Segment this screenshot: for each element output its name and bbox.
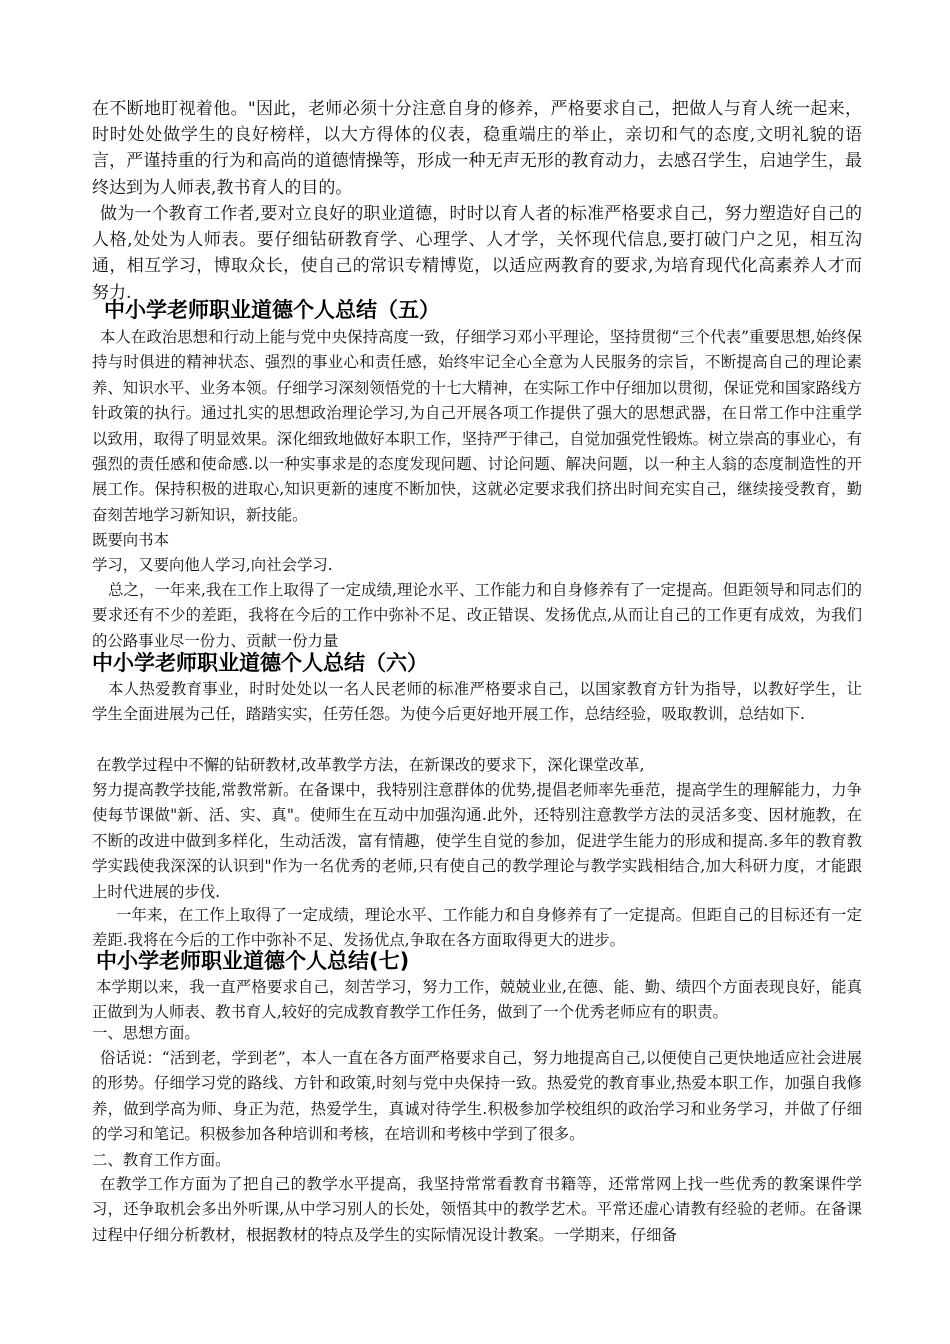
section6-paragraph-3: 努力提高教学技能,常教常新。在备课中，我特别注意群体的优势,提倡老师率先垂范，提高学生的理解能力，力争使每节课做"新、活、实、真"。使师生在互动中加强沟通.此外，还特别注意教学方法的灵活多变、因材施教，在不断的改进中做到多样化，生动活泼，富有情趣，使学生自觉的参加，促进学生能力的形成和提高.多年的教育教学实践使我深深的认识到"作为一名优秀的老师,只有使自己的教学理论与教学实践相结合,加大科研力度，才能跟上时代进展的步伐.: [92, 781, 862, 901]
section7-paragraph-3: 在教学工作方面为了把自己的教学水平提高，我坚持常常看教育书籍等，还常常网上找一些优秀的教案课件学习，还争取机会多出外听课,从中学习别人的长处，领悟其中的教学艺术。平常还虚心请教有经验的老师。在备课过程中仔细分析教材，根据教材的特点及学生的实际情况设计教案。一学期来，仔细备: [92, 1175, 862, 1244]
section6-paragraph-1: 本人热爱教育事业，时时处处以一名人民老师的标准严格要求自己，以国家教育方针为指导，以教好学生，让学生全面进展为己任，踏踏实实，任劳任怨。为使今后更好地开展工作，总结经验，吸取教训，总结如下.: [92, 680, 862, 724]
section5-paragraph-1-tail: 既要向书本: [92, 531, 169, 549]
section6-paragraph-2: 在教学过程中不懈的钻研教材,改革教学方法，在新课改的要求下，深化课堂改革,: [96, 756, 645, 774]
section5-paragraph-1: 本人在政治思想和行动上能与党中央保持高度一致，仔细学习邓小平理论，坚持贯彻“三个代表”重要思想,始终保持与时俱进的精神状态、强烈的事业心和责任感，始终牢记全心全意为人民服务的宗旨，不断提高自己的理论素养、知识水平、业务本领。仔细学习深刻领悟党的十七大精神，在实际工作中仔细加以贯彻，保证党和国家路线方针政策的执行。通过扎实的思想政治理论学习,为自己开展各项工作提供了强大的思想武器，在日常工作中注重学以致用，取得了明显效果。深化细致地做好本职工作，坚持严于律己，自觉加强党性锻炼。树立崇高的事业心，有强烈的责任感和使命感.以一种实事求是的态度发现问题、讨论问题、解决问题，以一种主人翁的态度制造性的开展工作。保持积极的进取心,知识更新的速度不断加快，这就必定要求我们挤出时间充实自己，继续接受教育，勤奋刻苦地学习新知识，新技能。: [92, 328, 862, 524]
section-heading-7: 中小学老师职业道德个人总结(七): [96, 949, 410, 973]
section7-paragraph-2: 俗话说：“活到老，学到老”，本人一直在各方面严格要求自己，努力地提高自己,以便使自己更快地适应社会进展的形势。仔细学习党的路线、方针和政策,时刻与党中央保持一致。热爱党的教育事业,热爱本职工作，加强自我修养，做到学高为师、身正为范，热爱学生，真诚对待学生.积极参加学校组织的政治学习和业务学习，并做了仔细的学习和笔记。积极参加各种培训和考核，在培训和考核中学到了很多。: [92, 1049, 862, 1144]
section5-paragraph-2: 学习，又要向他人学习,向社会学习.: [92, 556, 333, 574]
section7-paragraph-1: 本学期以来，我一直严格要求自己，刻苦学习，努力工作，兢兢业业,在德、能、勤、绩四个方面表现良好，能真正做到为人师表、教书育人,较好的完成教育教学工作任务，做到了一个优秀老师应有的职责。: [92, 978, 862, 1022]
section5-paragraph-3: 总之，一年来,我在工作上取得了一定成绩,理论水平、工作能力和自身修养有了一定提高。但距领导和同志们的要求还有不少的差距，我将在今后的工作中弥补不足、改正错误、发扬优点,从而让自己的工作更有成效，为我们的公路事业尽一份力、贡献一份力量: [92, 581, 862, 650]
section7-subheading-1: 一、思想方面。: [92, 1024, 200, 1042]
section6-paragraph-4: 一年来，在工作上取得了一定成绩，理论水平、工作能力和自身修养有了一定提高。但距自己的目标还有一定差距.我将在今后的工作中弥补不足、发扬优点,争取在各方面取得更大的进步。: [92, 906, 862, 950]
paragraph-continuation-1: 在不断地盯视着他。"因此，老师必须十分注意自身的修养，严格要求自己，把做人与育人统一起来，时时处处做学生的良好榜样，以大方得体的仪表，稳重端庄的举止，亲切和气的态度,文明礼貌的语言，严谨持重的行为和高尚的道德情操等，形成一种无声无形的教育动力，去感召学生，启迪学生，最终达到为人师表,教书育人的目的。: [92, 99, 862, 198]
section-heading-5: 中小学老师职业道德个人总结（五）: [104, 298, 440, 322]
section7-subheading-2: 二、教育工作方面。: [92, 1151, 231, 1169]
paragraph-continuation-2: 做为一个教育工作者,要对立良好的职业道德，时时以育人者的标准严格要求自己，努力塑造好自己的人格,处处为人师表。要仔细钻研教育学、心理学、人才学，关怀现代信息,要打破门户之见，相互沟通，相互学习，博取众长，使自己的常识专精博览，以适应两教育的要求,为培育现代化高素养人才而努力.: [92, 204, 862, 303]
section-heading-6: 中小学老师职业道德个人总结（六）: [92, 651, 428, 675]
